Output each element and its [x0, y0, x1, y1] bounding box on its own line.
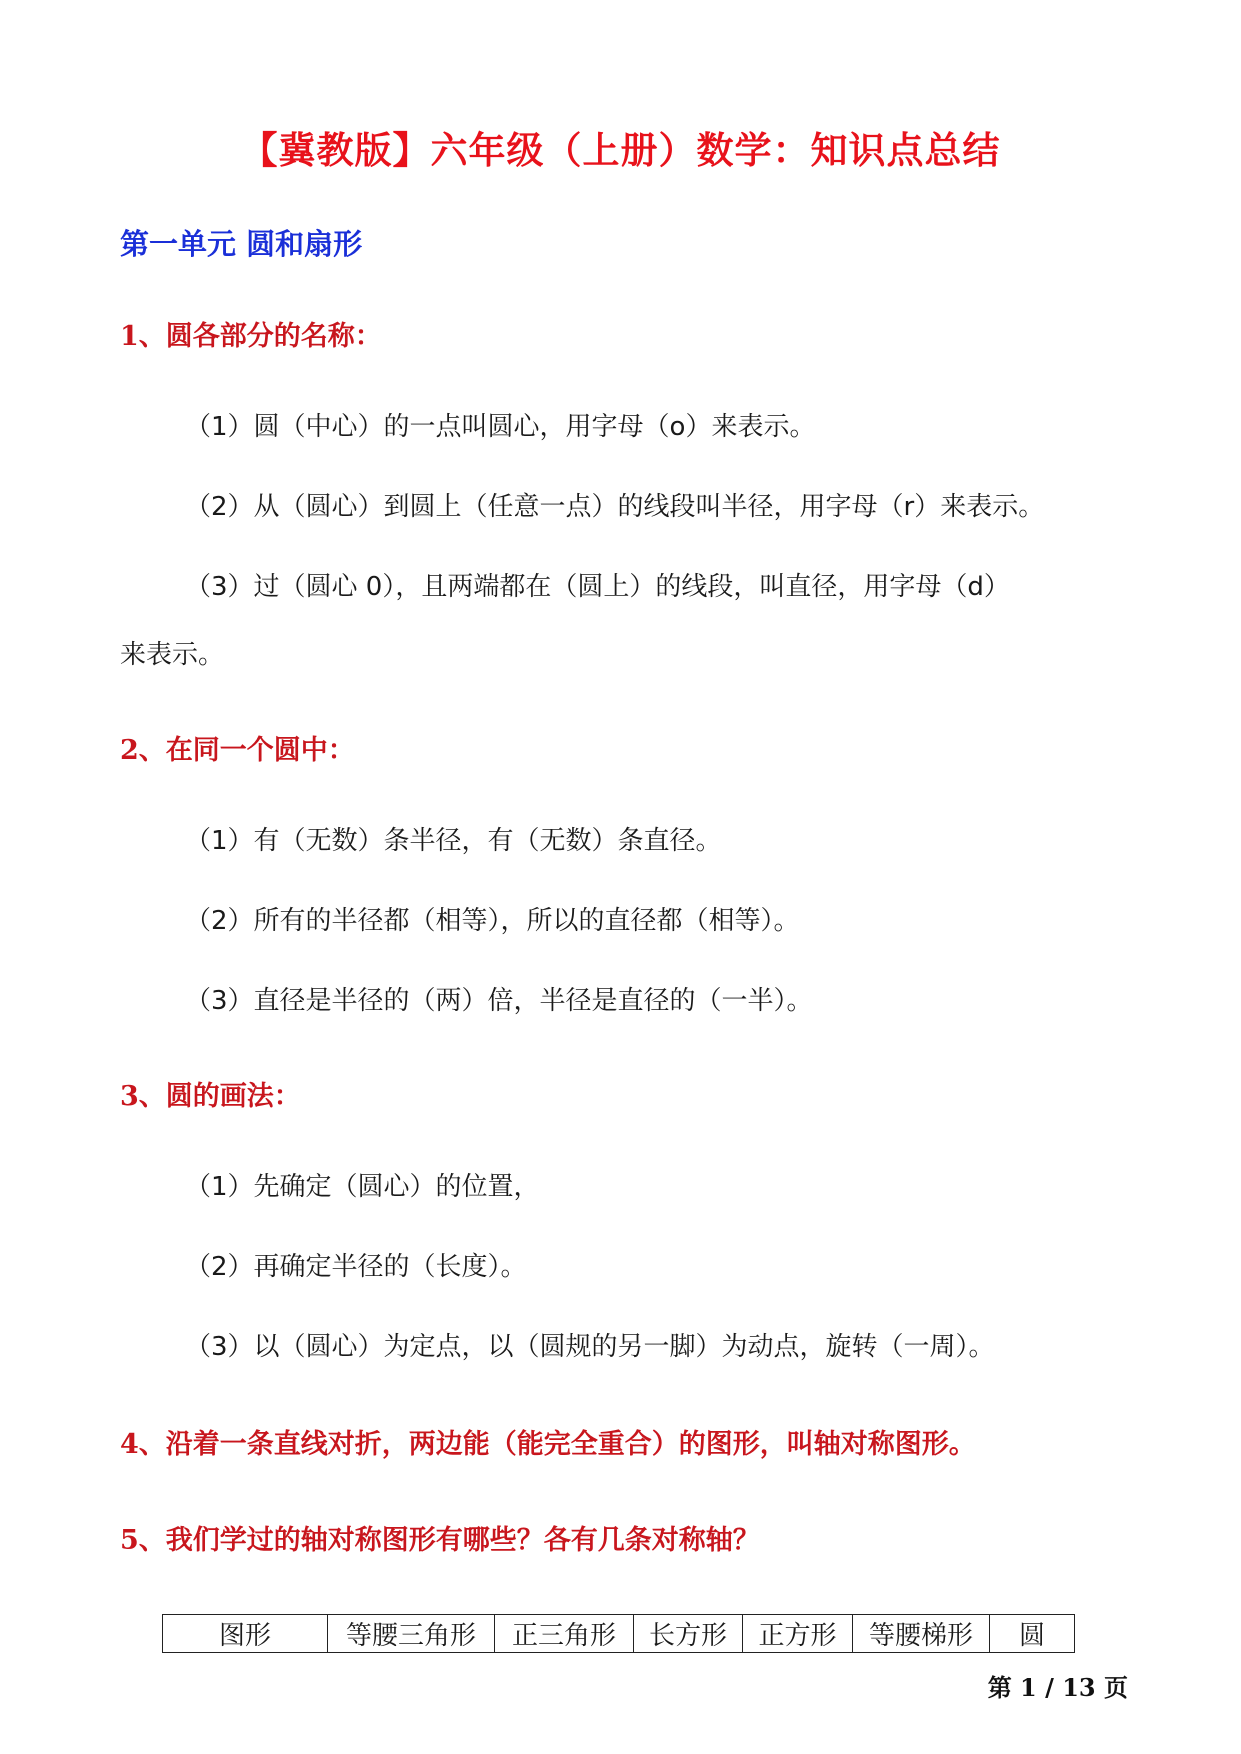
symmetry-shapes-table [162, 1614, 1075, 1653]
section-2-item-1: （1）有（无数）条半径，有（无数）条直径。 [185, 826, 722, 856]
section-3-item-2: （2）再确定半径的（长度）。 [185, 1252, 527, 1282]
section-3-item-1: （1）先确定（圆心）的位置， [185, 1172, 540, 1202]
table-cell: 正方形 [743, 1615, 853, 1653]
table-cell: 图形 [163, 1615, 328, 1653]
section-2-heading: 2、在同一个圆中： [120, 735, 355, 766]
table-cell: 等腰梯形 [853, 1615, 990, 1653]
table-header-row [163, 1615, 1075, 1653]
section-2-item-3: （3）直径是半径的（两）倍，半径是直径的（一半）。 [185, 986, 813, 1016]
table-cell: 等腰三角形 [328, 1615, 495, 1653]
unit-heading: 第一单元 圆和扇形 [120, 227, 363, 261]
page-number: 第 1 / 13 页 [987, 1673, 1128, 1702]
document-title: 【冀教版】六年级（上册）数学：知识点总结 [240, 128, 1001, 172]
table-cell: 圆 [990, 1615, 1075, 1653]
section-2-item-2: （2）所有的半径都（相等），所以的直径都（相等）。 [185, 906, 800, 936]
table-cell: 正三角形 [495, 1615, 634, 1653]
table-cell: 长方形 [634, 1615, 743, 1653]
section-1-item-3: （3）过（圆心 0），且两端都在（圆上）的线段，叫直径，用字母（d） [185, 572, 1010, 602]
section-3-item-3: （3）以（圆心）为定点，以（圆规的另一脚）为动点，旋转（一周）。 [185, 1332, 995, 1362]
section-1-heading: 1、圆各部分的名称： [120, 321, 382, 352]
section-4-heading: 4、沿着一条直线对折，两边能（能完全重合）的图形，叫轴对称图形。 [120, 1429, 976, 1460]
section-5-heading: 5、我们学过的轴对称图形有哪些？各有几条对称轴？ [120, 1525, 760, 1556]
section-1-item-1: （1）圆（中心）的一点叫圆心，用字母（o）来表示。 [185, 412, 816, 442]
section-1-item-3-continuation: 来表示。 [120, 640, 225, 670]
section-1-item-2: （2）从（圆心）到圆上（任意一点）的线段叫半径，用字母（r）来表示。 [185, 492, 1045, 522]
section-3-heading: 3、圆的画法： [120, 1081, 301, 1112]
